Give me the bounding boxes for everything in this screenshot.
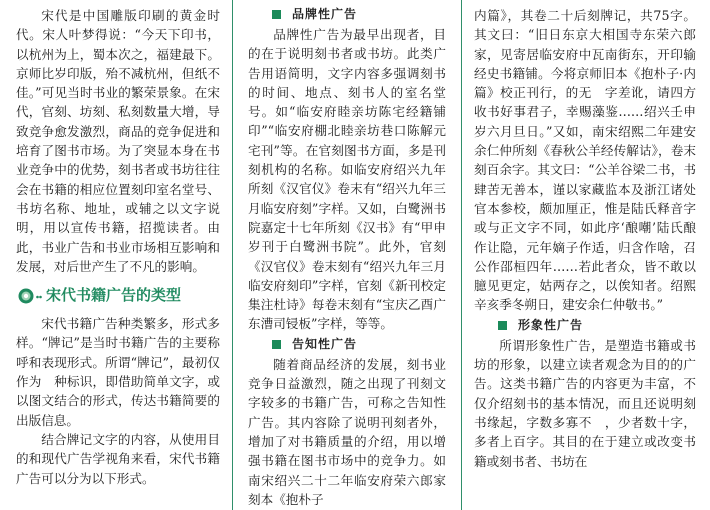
column-right	[474, 6, 696, 471]
brand-ad-paragraph: 品牌性广告为最早出现者，目的在于说明刻书者或书坊。此类广告用语简明，文字内容多强调刻书的时间、地点、刻书人的室名堂号。如“临安府睦亲坊陈宅经籍铺印”“临安府棚北睦亲坊巷口陈解元宅刊”等。在官刻图书方面，多是刊刻机构的名称。如临安府绍兴九年所刻《汉官仪》卷末有“绍兴九年三月临安府刻”字样。又如，白鹭洲书院嘉定十七年所刻《汉书》有“甲申岁刊于白鹭洲书院”。此外，官刻《汉官仪》卷末刻有“绍兴九年三月临安府刻印”字样，官刻《新刊校定集注杜诗》每卷末刻有“宝庆乙酉广东漕司锓板”字样，等等。	[248, 27, 446, 332]
column-left	[16, 6, 220, 488]
subheading-brand: 品牌性广告	[248, 4, 446, 25]
square-bullet-icon	[272, 10, 281, 19]
column-divider	[461, 0, 462, 510]
image-ad-paragraph: 所谓形象性广告，是塑造书籍或书坊的形象，以建立读者观念为目的的广告。这类书籍广告的内容更为丰富，不仅介绍刻书的基本情况，而且还说明刻书缘起，字数多寡不 ，少者数十字，多者上百字。其目的在于建立或改变书籍或刻书者、书坊在	[474, 337, 696, 469]
square-bullet-icon	[498, 321, 507, 330]
column-middle	[248, 6, 446, 509]
quote-paragraph: 内篇》，其卷二十后刻牌记，共75字。其文曰：“旧日东京大相国寺东荣六郎家，见寄居临安府中瓦南街东，开印输经史书籍铺。今将京师旧本《抱朴子·内篇》校正刊行，的无 字差讹，请四方收书好事君子，幸赐藻鉴……绍兴壬申岁六月旦日。”又如，南宋绍熙二年建安余仁仲所刻《春秋公羊经传解诂》，卷末刻百余字。其文曰：“公羊谷梁二书，书肆苦无善本，谨以家藏监本及浙江诸处官本参校，颇加厘正，惟是陆氏释音字或与正文字不同，如此序‘酿嘲’陆氏酿作让隐，元年嫡子作适，归含作啥，召公作邵桓四年……若此者众，皆不敢以臆见更定，姑两存之，以俟知者。绍熙辛亥季冬朔日，建安余仁仲敬书。”	[474, 8, 696, 313]
types-paragraph: 宋代书籍广告种类繁多，形式多样。“牌记”是当时书籍广告的主要称呼和表现形式。所谓“牌记”，最初仅作为 种标识，即借助简单文字，或以图文结合的形式，传达书籍简要的出版信息。	[16, 316, 220, 428]
section-bullet-icon	[18, 288, 34, 304]
subheading-notice: 告知性广告	[248, 334, 446, 355]
section-heading	[16, 284, 220, 310]
section-dot-icon	[36, 295, 42, 299]
intro-paragraph: 宋代是中国雕版印刷的黄金时代。宋人叶梦得说：“今天下印书，以杭州为上，蜀本次之，福建最下。京师比岁印版，殆不减杭州，但纸不佳。”可见当时书业的繁荣景象。在宋代，官刻、坊刻、私刻数量大增，导致竞争愈发激烈，商品的竞争促进和培育了图书市场。为了突显本身在书业竞争中的优势，刻书者或书坊往往会在书籍的相应位置刻印室名堂号、书坊名称、地址，或辅之以文字说明，用以宣传书籍，招揽读者。由此，书业广告和书业市场相互影响和发展，对后世产生了不凡的影响。	[16, 8, 220, 274]
section-title: 宋代书籍广告的类型	[46, 286, 182, 305]
square-bullet-icon	[272, 340, 281, 349]
subheading-image: 形象性广告	[474, 315, 696, 336]
notice-ad-paragraph: 随着商品经济的发展，刻书业竞争日益激烈，随之出现了刊刻文字较多的书籍广告，可称之告知性广告。其内容除了说明刊刻者外，增加了对书籍质量的介绍，用以增强书籍在图书市场中的竞争力。如南宋绍兴二十二年临安府荣六郎家刻本《抱朴子	[248, 356, 446, 507]
classification-paragraph: 结合牌记文字的内容，从使用目的和现代广告学视角来看，宋代书籍广告可以分为以下形式。	[16, 431, 220, 486]
column-divider	[232, 0, 233, 510]
